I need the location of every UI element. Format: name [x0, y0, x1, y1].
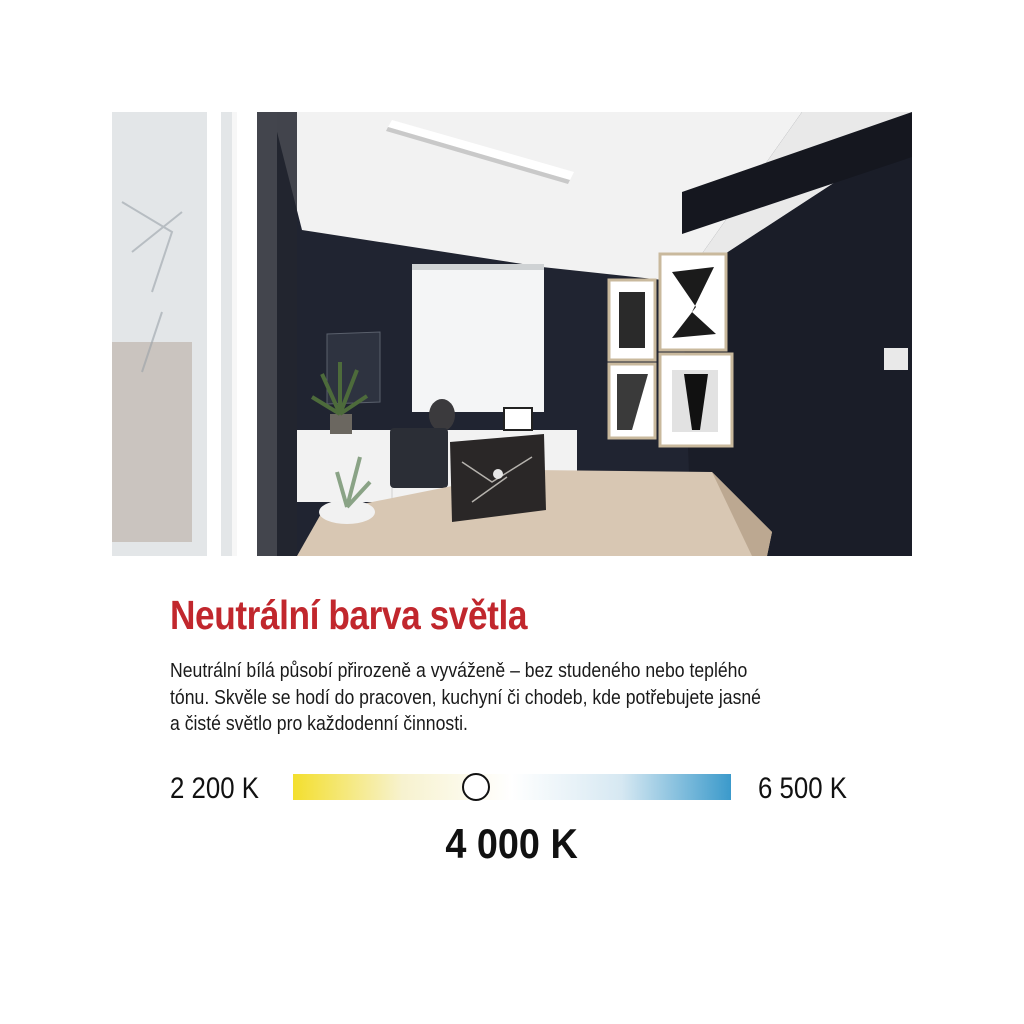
description-line: a čisté světlo pro každodenní činnosti. — [170, 712, 468, 735]
description-line: Neutrální bílá působí přirozeně a vyváženě – bez studeného nebo teplého — [170, 659, 748, 682]
current-temperature-value — [0, 820, 1024, 868]
temperature-indicator-knob — [462, 773, 490, 801]
page-title: Neutrální barva světla — [170, 592, 528, 638]
office-photo — [112, 112, 912, 556]
current-temperature-text: 4 000 K — [445, 820, 579, 867]
scale-max-label: 6 500 K — [758, 772, 847, 805]
description-text — [170, 658, 824, 738]
scale-min-label: 2 200 K — [170, 772, 259, 805]
description-line: tónu. Skvěle se hodí do pracoven, kuchyní či chodeb, kde potřebujete jasné — [170, 685, 761, 709]
color-temperature-gradient — [293, 774, 731, 800]
